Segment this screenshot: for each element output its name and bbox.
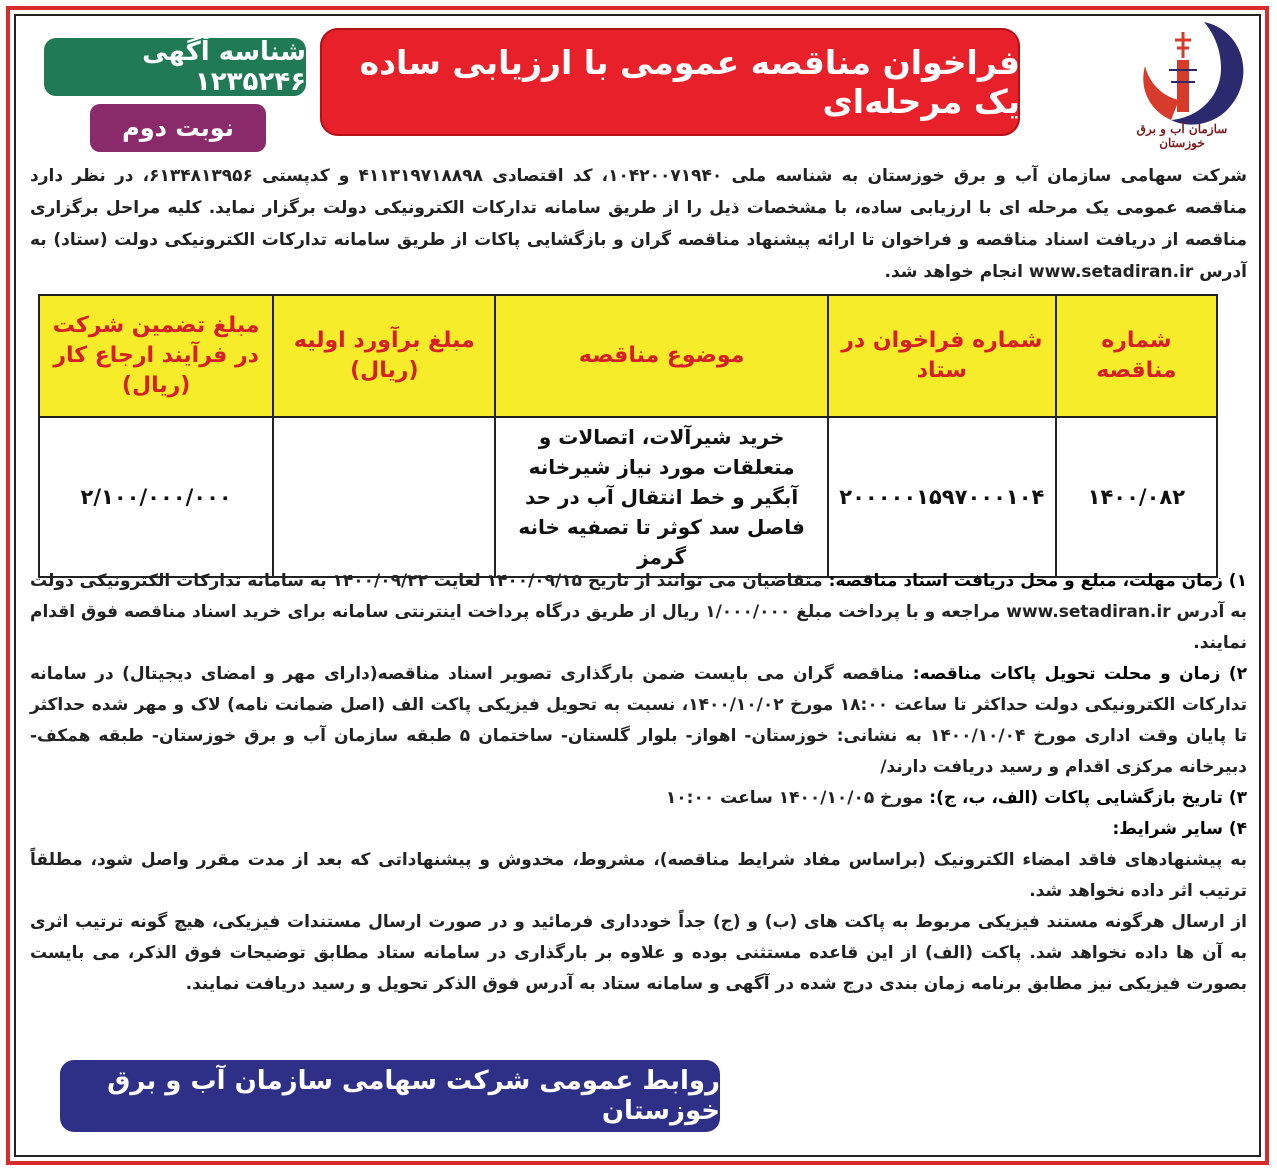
section-3-body: مورخ ۱۴۰۰/۱۰/۰۵ ساعت ۱۰:۰۰ [665, 788, 930, 808]
section-1 [30, 566, 1247, 659]
section-2-heading: ۲) زمان و محلت تحویل پاکات مناقصه: [912, 664, 1248, 684]
section-4-heading: ۴) سایر شرایط: [1112, 819, 1247, 839]
col-setad-number: شماره فراخوان در ستاد [828, 295, 1056, 417]
section-2-body: مناقصه گران می بایست ضمن بارگذاری تصویر اسناد مناقصه(دارای مهر و امضای دیجیتال) در سامانه تدارکات الکترونیکی دولت حداکثر تا ساعت ۱۸:۰۰ مورخ ۱۴۰۰/۱۰/۰۲، نسبت به تحویل فیزیکی پاکت الف (اصل ضمانت نامه) لاک و مهر شده حداکثر تا پایان وقت اداری مورخ ۱۴۰۰/۱۰/۰۴ به نشانی: خوزستان- اهواز- بلوار گلستان- ساختمان ۵ طبقه سازمان آب و برق خوزستان- طبقه همکف- دبیرخانه مرکزی اقدام و رسید دریافت دارند/ [30, 664, 1248, 777]
cell-setad-number: ۲۰۰۰۰۰۱۵۹۷۰۰۰۱۰۴ [828, 417, 1056, 577]
footer-text: روابط عمومی شرکت سهامی سازمان آب و برق خوزستان [107, 1066, 720, 1126]
section-3 [30, 783, 1247, 814]
section-3-heading: ۳) تاریخ بازگشایی پاکات (الف، ب، ج): [929, 788, 1247, 808]
notice-title: فراخوان مناقصه عمومی با ارزیابی ساده یک مرحله‌ای [359, 43, 1020, 121]
tender-table [38, 294, 1218, 578]
notice-sections [30, 566, 1247, 1000]
footer-banner [60, 1060, 720, 1132]
col-guarantee: مبلغ تضمین شرکت در فرآیند ارجاع کار (ریال) [39, 295, 273, 417]
cell-guarantee: ۲/۱۰۰/۰۰۰/۰۰۰ [39, 417, 273, 577]
logo-caption: سازمان آب و برق خوزستان [1136, 122, 1228, 150]
section-1-heading: ۱) زمان مهلت، مبلغ و محل دریافت اسناد مناقصه: [828, 571, 1247, 591]
notice-title-banner [320, 28, 1020, 136]
col-tender-number: شماره مناقصه [1056, 295, 1217, 417]
cell-tender-number: ۱۴۰۰/۰۸۲ [1056, 417, 1217, 577]
ad-id-text: شناسه آگهی ۱۲۳۵۲۴۶ [142, 37, 306, 97]
section-4 [30, 814, 1247, 845]
condition-2: از ارسال هرگونه مستند فیزیکی مربوط به پاکت های (ب) و (ج) جداً خودداری فرمائید و در صورت ارسال مستندات فیزیکی، هیچ گونه ترتیب اثری به آن ها داده نخواهد شد. پاکت (الف) از این قاعده مستثنی بوده و علاوه بر بارگذاری در سامانه ستاد مطابق توضیحات فوق الذکر، می بایست بصورت فیزیکی نیز مطابق برنامه زمان بندی درج شده در آگهی و سامانه ستاد به آدرس فوق الذکر تحویل و رسید دریافت نمایند. [30, 912, 1247, 994]
col-tender-subject: موضوع مناقصه [495, 295, 827, 417]
col-estimate: مبلغ برآورد اولیه (ریال) [273, 295, 495, 417]
round-badge [90, 104, 266, 152]
ad-id-badge [44, 38, 306, 96]
section-1-body: متقاضیان می توانند از تاریخ ۱۴۰۰/۰۹/۱۵ لغایت ۱۴۰۰/۰۹/۲۲ به سامانه تدارکات الکترونیکی دولت به آدرس www.setadiran.ir مراجعه و با پرداخت مبلغ ۱/۰۰۰/۰۰۰ ریال از طریق درگاه پرداخت اینترنتی سامانه برای خرید اسناد مناقصه فوق اقدام نمایند. [30, 571, 1247, 653]
condition-1: به پیشنهادهای فاقد امضاء الکترونیک (براساس مفاد شرایط مناقصه)، مشروط، مخدوش و پیشنهاداتی که بعد از مدت مقرر واصل شود، مطلقاً ترتیب اثر داده نخواهد شد. [30, 850, 1247, 901]
section-2 [30, 659, 1247, 783]
table-header-row [39, 295, 1217, 417]
table-row [39, 417, 1217, 577]
round-text: نوبت دوم [122, 114, 234, 142]
cell-estimate [273, 417, 495, 577]
cell-tender-subject: خرید شیرآلات، اتصالات و متعلقات مورد نیاز شیرخانه آبگیر و خط انتقال آب در حد فاصل سد کوثر تا تصفیه خانه گرمز [495, 417, 827, 577]
intro-paragraph: شرکت سهامی سازمان آب و برق خوزستان به شناسه ملی ۱۰۴۲۰۰۷۱۹۴۰، کد اقتصادی ۴۱۱۳۱۹۷۱۸۸۹۸ و کدپستی ۶۱۳۴۸۱۳۹۵۶، در نظر دارد مناقصه عمومی یک مرحله ای با ارزیابی ساده، با مشخصات ذیل را از طریق سامانه تدارکات الکترونیکی دولت برگزار نماید. کلیه مراحل برگزاری مناقصه از دریافت اسناد مناقصه و فراخوان تا ارائه پیشنهاد مناقصه گران و بازگشایی پاکات از طریق سامانه تدارکات الکترونیکی دولت (ستاد) به آدرس www.setadiran.ir انجام خواهد شد. [30, 166, 1247, 282]
